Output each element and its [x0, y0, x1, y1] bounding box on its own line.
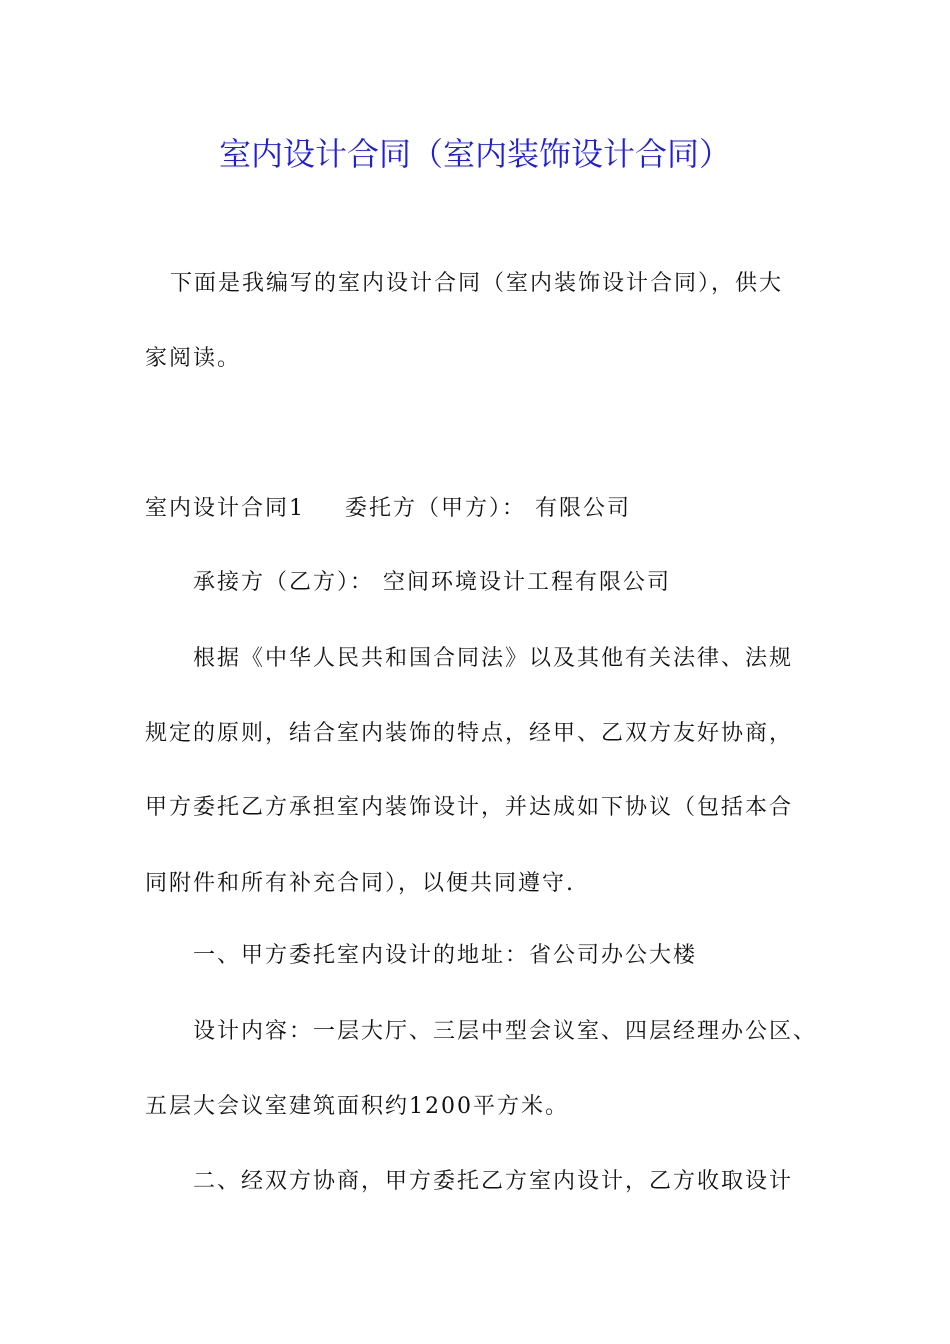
client-label: 委托方（甲方）：	[345, 496, 527, 521]
section1-heading: 室内设计合同1	[145, 496, 305, 521]
content-line-2: 五层大会议室建筑面积约1200平方米。	[145, 1094, 569, 1119]
basis-line-4: 同附件和所有补充合同），以便共同遵守.	[145, 871, 575, 896]
intro-line-2: 家阅读。	[145, 346, 242, 371]
contractor-value: 空间环境设计工程有限公司	[383, 570, 672, 595]
section1-line	[145, 489, 825, 529]
intro-line-1: 下面是我编写的室内设计合同（室内装饰设计合同），供大	[170, 271, 784, 296]
contractor-label: 承接方（乙方）：	[193, 570, 375, 595]
client-value: 有限公司	[535, 496, 632, 521]
document-title: 室内设计合同（室内装饰设计合同）	[218, 135, 731, 173]
basis-line-3: 甲方委托乙方承担室内装饰设计，并达成如下协议（包括本合	[145, 795, 794, 820]
contractor-line	[193, 563, 873, 603]
content-line-1: 设计内容：一层大厅、三层中型会议室、四层经理办公区、	[193, 1019, 818, 1044]
clause2-line-1: 二、经双方协商，甲方委托乙方室内设计，乙方收取设计	[193, 1169, 794, 1194]
basis-line-1: 根据《中华人民共和国合同法》以及其他有关法律、法规	[193, 646, 794, 671]
basis-line-2: 规定的原则，结合室内装饰的特点，经甲、乙双方友好协商，	[145, 721, 794, 746]
clause1-line-1: 一、甲方委托室内设计的地址：省公司办公大楼	[193, 943, 698, 968]
